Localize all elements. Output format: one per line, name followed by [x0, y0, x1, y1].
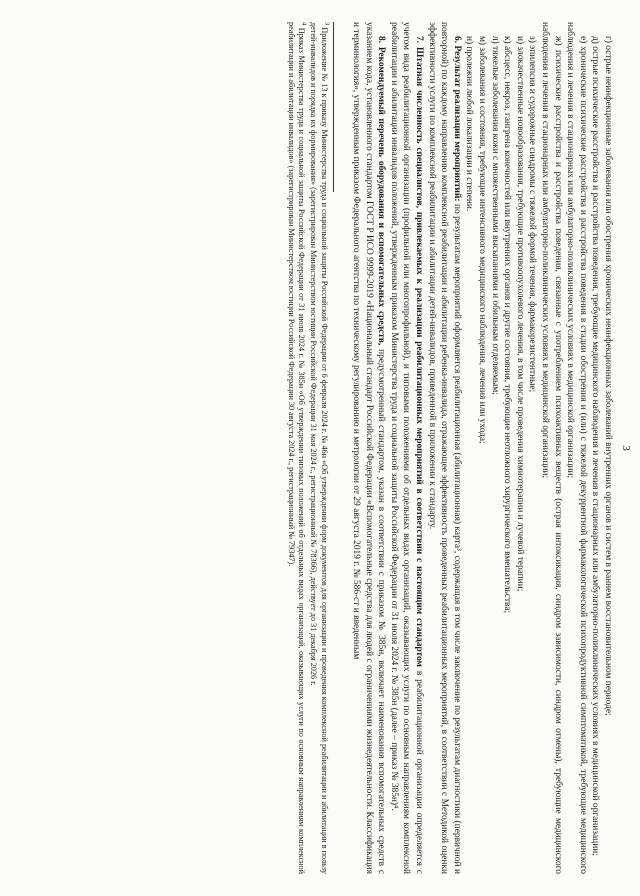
section-heading: 8. Рекомендуемый перечень оборудования и вспомогательных средств, — [376, 36, 387, 346]
footnote-mark: 4 — [301, 22, 309, 26]
footnotes — [285, 22, 331, 875]
footnote-text: Приложение № 13 к приказу Министерства труда и социальной защиты Российской Федерации от 6 февраля 2024 г. № 46н «Об утверждении форм документов для организации и проведения комплексной реабилитации и абилитации в пользу детей-инвалидов и порядка их формирования» (зарегистрирован Министерством юстиции Российской Федерации 31 мая 2024 г., регистрационный № 78366), действует до 31 декабря 2026 г. — [308, 22, 329, 875]
list-item: ж) психические расстройства и расстройства поведения, связанные с употреблением психоактивных веществ (острая интоксикация, синдром зависимости, синдром отмены), требующие медицинского наблюдения и лечения в стационарных или амбулаторно-поликлинических условиях в медицинской организации; — [540, 22, 563, 874]
page-content — [20, 22, 632, 874]
footnote — [307, 22, 331, 875]
section-paragraph — [387, 22, 425, 874]
section-paragraph — [350, 22, 388, 874]
section-heading: 6. Результат реализации мероприятий: — [451, 36, 462, 202]
page-number: 3 — [620, 445, 632, 451]
list-item: л) тяжелые заболевания кожи с множественными высыпаниями и обильным отделяемым; — [489, 36, 500, 395]
footnote — [285, 22, 309, 875]
list-item: и) злокачественные новообразования, требующие противоопухолевого лечения, в том числе проведения химиотерапии и лучевой терапии; — [514, 36, 525, 592]
section-text: в реабилитационной организации определяется с учетом вида реабилитационной организации (профильной или многопрофильной), и типовыми положениями об отдельных видах организаций, оказывающих услуги по основным направлениям комплексной реабилитации и абилитации инвалидов положений, утвержденным приказом Министерства труда и социальной защиты Российской Федерации от 31 июля 2024 г. № 385н (далее – приказ № 385н)⁴. — [388, 22, 425, 874]
list-item: н) пролежни любой локализации и степени. — [464, 36, 475, 212]
footnote-text: Приказ Министерства труда и социальной защиты Российской Федерации от 31 июля 2024 г. № 385н «Об утверждении типовых положений об отдельных видах организаций, оказывающих услуги по основным направлениям комплексной реабилитации и абилитации инвалидов» (зарегистрирован Министерством юстиции Российской Федерации 30 августа 2024 г., регистрационный № 79347). — [286, 22, 307, 875]
section-heading: 7. Штатная численность специалистов, привлекаемых к реализации реабилитационных мероприятий в соответствии с настоящим стандартом — [414, 36, 425, 667]
list-item: г) острые неинфекционные заболевания или обострения хронических неинфекционных заболеваний внутренних органов и систем в раннем восстановительном периоде; — [603, 36, 613, 716]
section-text: предусмотренный стандартом, указан в соответствии с приказом № 385н, включает наименования вспомогательных средств с указанием кода, установленного стандартом ГОСТ Р ИСО 9999-2019 «Национальный стандарт Российской Федерации «Вспомогательные средства для людей с ограничениями жизнедеятельности. Классификация и терминология», утвержденным приказом Федерального агентства по техническому регулированию и метрологии от 29 августа 2019 г. № 586-ст и введенным — [351, 22, 387, 875]
list-item: д) острые психические расстройства и расстройства поведения, требующие медицинского наблюдения и лечения в стационарных или амбулаторно-поликлинических условиях в медицинской организации; — [590, 36, 601, 856]
section-text: по результатам мероприятий оформляется реабилитационная (абилитационная) карта³, содержащая в том числе заключение по результатам диагностики (первичной и повторной) по каждому направлению комплексной реабилитации и абилитации ребенка-инвалида, отражающее эффективность проведенных реабилитационных мероприятий, в соответствии с Методикой оценки эффективности услуги по комплексной реабилитации и абилитации детей-инвалидов, приведенной в приложении к стандарту. — [426, 22, 462, 874]
list-item: з) эпилепсия и судорожные синдромы с тяжелой формой течения, фармакорезистентные; — [527, 36, 538, 393]
footnote-divider — [333, 22, 334, 192]
list-item: е) хронические психические расстройства и расстройства поведения в стадии обострения и (или) с тяжелой декуррентной фармакологической психопродуктивной симптоматикой, требующие медицинского наблюдения и лечения в стационарных или амбулаторно-поликлинических условиях в медицинской организации; — [565, 22, 588, 874]
body-text — [350, 22, 614, 874]
list-item: к) абсцесс, некроз, гангрена конечностей или внутренних органов и другие состояния, требующие неотложного хирургического вмешательства; — [502, 36, 513, 614]
list-item: м) заболевания и состояния, требующие интенсивного медицинского наблюдения, лечения или ухода; — [477, 36, 488, 444]
footnote-mark: 3 — [323, 22, 331, 26]
section-paragraph — [425, 22, 463, 874]
